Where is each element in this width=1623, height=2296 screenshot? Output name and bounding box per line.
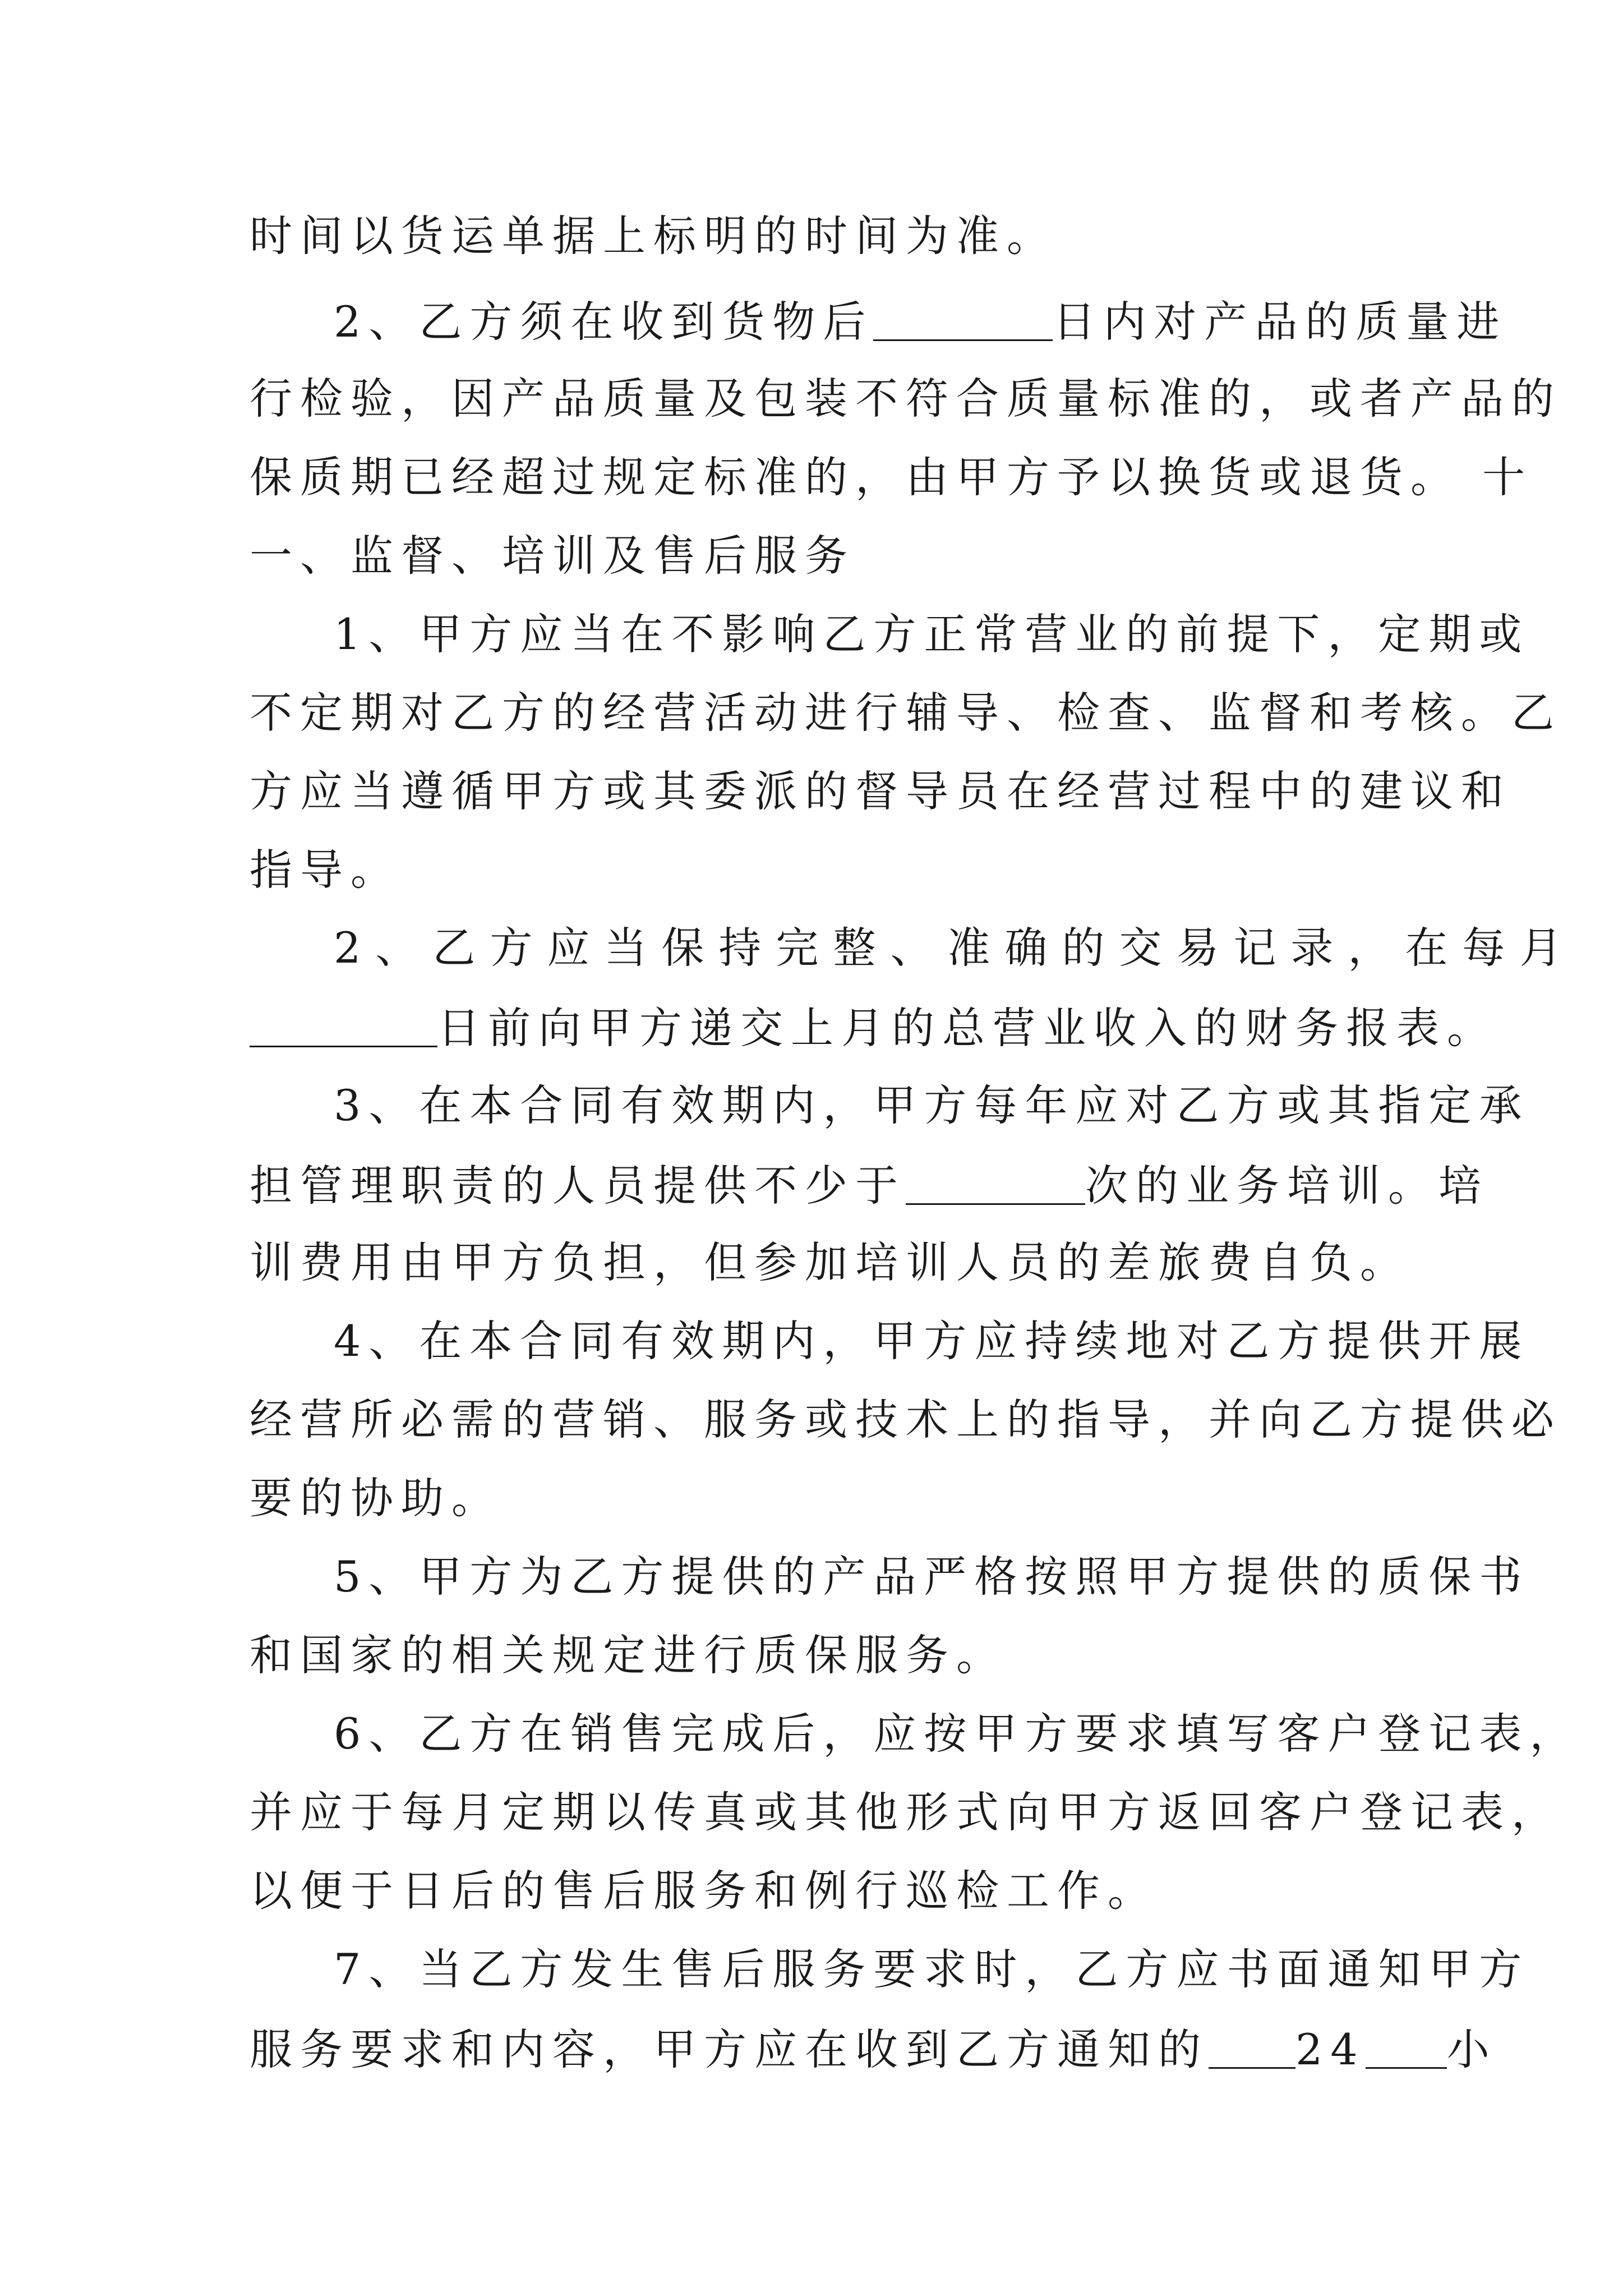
text-line: 训费用由甲方负担，但参加培训人员的差旅费自负。 [250,1237,1410,1287]
text-segment: 日内对产品的质量进 [1053,297,1507,347]
text-line: 以便于日后的售后服务和例行巡检工作。 [250,1866,1158,1916]
text-line: 3、在本合同有效期内，甲方每年应对乙方或其指定承 [334,1080,1530,1130]
text-line [334,292,1507,350]
text-line: 6、乙方在销售完成后，应按甲方要求填写客户登记表， [334,1709,1580,1759]
text-line: 经营所必需的营销、服务或技术上的指导，并向乙方提供必 [250,1395,1562,1444]
text-segment: 担管理职责的人员提供不少于 [250,1161,906,1211]
text-line: 5、甲方为乙方提供的产品严格按照甲方提供的质保书 [334,1552,1530,1602]
text-line: 和国家的相关规定进行质保服务。 [250,1630,1007,1680]
text-line [250,999,1497,1056]
text-line [250,1156,1489,1214]
text-line: 7、当乙方发生售后服务要求时，乙方应书面通知甲方 [334,1944,1530,1994]
fill-in-blank-days [873,297,1053,341]
fill-in-blank-training-count [906,1161,1085,1205]
text-line: 要的协助。 [250,1473,502,1523]
text-line: 不定期对乙方的经营活动进行辅导、检查、监督和考核。乙 [250,688,1562,738]
text-line: 方应当遵循甲方或其委派的督导员在经营过程中的建议和 [250,766,1511,816]
text-line: 2、乙方应当保持完整、准确的交易记录，在每月 [334,923,1577,973]
section-heading: 一、监督、培训及售后服务 [250,531,855,581]
text-segment: 2、乙方须在收到货物后 [334,297,874,347]
blank-value: 24 [1295,2024,1366,2074]
text-line: 保质期已经超过规定标准的，由甲方予以换货或退货。 十 [250,452,1533,502]
text-line: 指导。 [250,845,401,895]
text-segment: 服务要求和内容，甲方应在收到乙方通知的 [250,2024,1209,2074]
text-line: 并应于每月定期以传真或其他形式向甲方返回客户登记表， [250,1787,1562,1837]
text-line: 4、在本合同有效期内，甲方应持续地对乙方提供开展 [334,1316,1530,1366]
text-line: 行检验，因产品质量及包装不符合质量标准的，或者产品的 [250,374,1562,424]
text-line: 1、甲方应当在不影响乙方正常营业的前提下，定期或 [334,609,1530,659]
fill-in-blank-day-of-month [250,1003,437,1047]
text-line: 时间以货运单据上标明的时间为准。 [250,211,1057,261]
fill-in-blank-left [1209,2024,1295,2069]
text-line [250,2020,1497,2078]
text-segment: 次的业务培训。培 [1085,1161,1489,1211]
text-segment: 小 [1446,2024,1497,2074]
text-segment: 日前向甲方递交上月的总营业收入的财务报表。 [437,1003,1497,1053]
fill-in-blank-right [1366,2024,1447,2069]
